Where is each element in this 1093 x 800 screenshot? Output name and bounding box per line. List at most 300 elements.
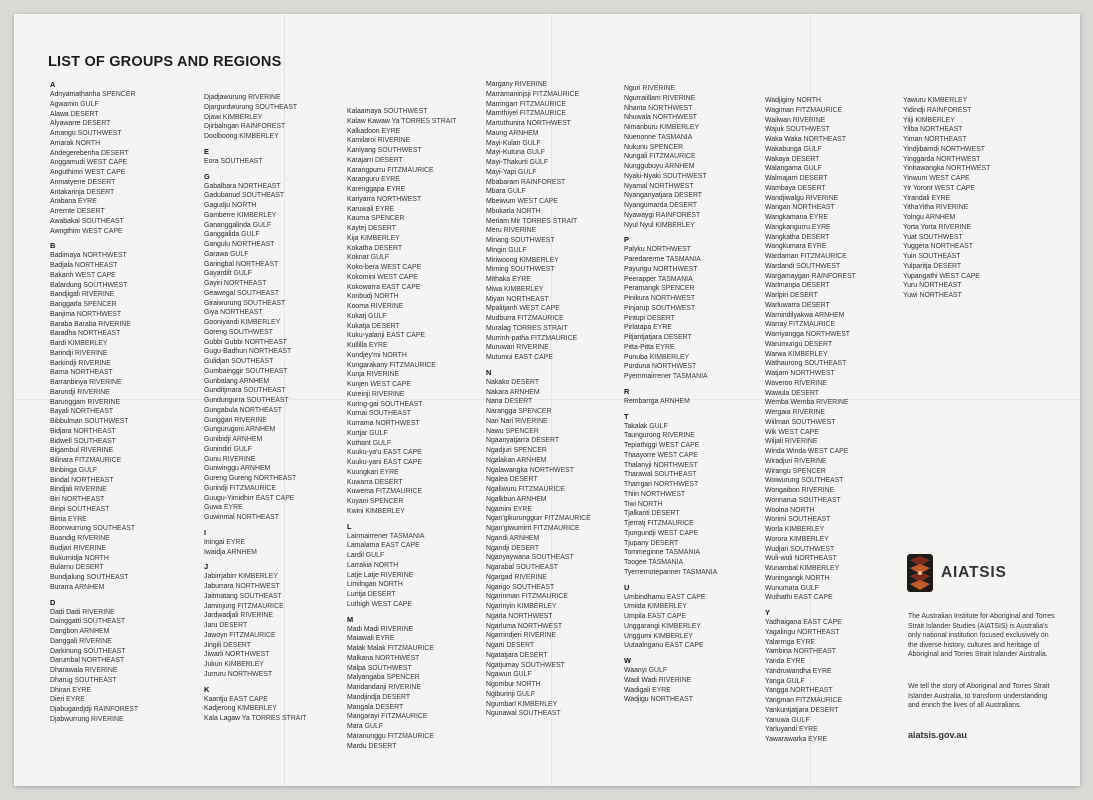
group-entry xyxy=(50,251,138,261)
group-region: NORTHEAST xyxy=(74,262,118,269)
group-entry xyxy=(347,625,456,635)
group-name: Wardandi xyxy=(765,262,795,270)
group-name: Yirandali xyxy=(903,194,930,202)
group-name: Luritja xyxy=(347,591,366,598)
group-name: Lairmairrener xyxy=(347,532,388,540)
group-region: NORTHEAST xyxy=(650,696,693,704)
group-name: Miyan xyxy=(486,295,505,303)
group-region: SOUTHEAST xyxy=(515,564,559,571)
group-entry xyxy=(486,139,591,149)
group-region: FITZMAURICE xyxy=(517,315,564,322)
group-entry xyxy=(347,478,456,488)
group-entry xyxy=(624,397,717,407)
group-name: Ngamini xyxy=(486,505,512,513)
group-entry xyxy=(624,162,717,172)
group-region: GULF xyxy=(370,254,390,262)
group-region: NORTHWEST xyxy=(76,310,122,318)
group-region: RIVERINE xyxy=(792,409,826,416)
group-region: FITZMAURICE xyxy=(389,361,436,369)
group-entry xyxy=(765,574,856,584)
group-name: Tiwi xyxy=(624,500,636,508)
group-entry xyxy=(486,690,591,700)
group-region: EYRE xyxy=(68,515,87,523)
group-entry xyxy=(50,188,138,198)
group-name: Mayi-Thakurti xyxy=(486,159,528,166)
group-region: NORTHWEST xyxy=(940,145,985,153)
group-name: Kalaw Kawaw Ya xyxy=(347,117,400,125)
group-entry xyxy=(765,194,856,204)
group-region: GULF xyxy=(529,159,549,166)
group-name: Wudjari xyxy=(765,545,789,553)
group-entry xyxy=(765,174,856,184)
group-region: ARNHEM xyxy=(516,495,547,503)
group-entry xyxy=(347,497,456,507)
group-name: Ngandji xyxy=(486,544,510,552)
group-region: WEST CAPE xyxy=(517,198,558,205)
group-region: EYRE xyxy=(368,342,388,349)
group-name: Yuat xyxy=(903,233,917,241)
group-entry xyxy=(765,164,856,174)
section-letter: N xyxy=(486,367,492,377)
group-entry xyxy=(486,275,591,285)
group-entry xyxy=(50,227,138,237)
group-name: Nhuwala xyxy=(624,114,651,122)
group-region: SOUTHEAST xyxy=(788,516,831,524)
group-region: TORRES STRAIT xyxy=(401,117,457,125)
group-region: GULF xyxy=(648,667,668,674)
group-entry xyxy=(486,573,591,583)
group-name: Walmajarri xyxy=(765,175,798,182)
group-entry xyxy=(50,398,138,408)
group-region: ARNHEM xyxy=(79,628,110,635)
group-region: NORTHWEST xyxy=(375,420,420,427)
group-name: Djabwurrung xyxy=(50,715,90,723)
group-name: Mbukarla xyxy=(486,207,515,215)
group-entry xyxy=(204,494,307,504)
group-name: Taungurong xyxy=(624,432,661,440)
group-region: NORTHWEST xyxy=(790,370,835,377)
group-region: RIVERINE xyxy=(73,544,106,552)
group-name: Burarra xyxy=(50,583,73,591)
group-entry xyxy=(204,122,307,132)
group-region: RIVERINE xyxy=(388,684,421,691)
group-region: NORTHEAST xyxy=(248,348,292,356)
group-region: NORTH xyxy=(516,207,541,215)
group-entry xyxy=(204,538,307,548)
group-name: Dieri xyxy=(50,696,65,704)
group-region: NORTHEAST xyxy=(220,309,263,317)
group-region: EAST CAPE xyxy=(386,332,426,340)
group-entry xyxy=(204,328,307,338)
group-region: RIVERINE xyxy=(380,625,414,633)
group-name: Bibbulman xyxy=(50,418,83,425)
group-name: Yangman xyxy=(765,697,794,704)
group-name: Arabana xyxy=(50,198,77,206)
group-entry xyxy=(50,329,138,339)
group-name: Miriwoong xyxy=(486,256,518,264)
group-region: NORTHWEST xyxy=(649,182,694,190)
group-region: RIVERINE xyxy=(370,303,404,310)
group-name: Djargurdwurung xyxy=(204,103,254,111)
group-entry xyxy=(347,580,456,590)
group-name: Awngthim xyxy=(50,227,81,235)
group-name: Worimi xyxy=(765,516,787,524)
group-name: Kurrama xyxy=(347,420,374,427)
group-name: Gunditjmara xyxy=(204,387,242,395)
group-entry xyxy=(347,551,456,561)
group-name: Gugu-Badhun xyxy=(204,348,247,356)
group-name: Kooma xyxy=(347,303,369,310)
group-region: RIVERINE xyxy=(503,227,537,235)
group-entry xyxy=(50,437,138,447)
group-region: RIVERINE xyxy=(805,194,839,202)
group-region: KIMBERLEY xyxy=(659,124,700,131)
group-entry xyxy=(903,242,990,252)
group-entry xyxy=(624,172,717,182)
group-entry xyxy=(50,466,138,476)
group-entry xyxy=(765,657,856,667)
group-entry xyxy=(204,182,307,192)
group-name: Woiwurung xyxy=(765,477,800,485)
group-entry xyxy=(486,324,591,334)
group-name: Gagudju xyxy=(204,202,231,209)
group-region: FITZMAURICE xyxy=(518,486,565,493)
group-entry xyxy=(903,106,990,116)
group-region: NORTHEAST xyxy=(919,292,962,299)
group-entry xyxy=(347,351,456,361)
group-name: Mardu xyxy=(347,742,367,750)
group-entry xyxy=(347,263,456,273)
group-entry xyxy=(204,631,307,641)
group-entry xyxy=(50,217,138,227)
group-name: Kaurna xyxy=(347,215,370,223)
group-region: KIMBERLEY xyxy=(240,319,281,326)
group-name: Paredarerme xyxy=(624,256,665,263)
group-entry xyxy=(50,656,138,666)
group-name: Kalkadoon xyxy=(347,127,380,135)
group-region: SOUTHEAST xyxy=(243,387,286,395)
group-name: Nyawaygi xyxy=(624,211,654,219)
group-name: Kuungkari xyxy=(347,468,379,476)
group-entry xyxy=(765,233,856,243)
group-name: Nakara xyxy=(486,388,509,396)
group-name: Yiiji xyxy=(903,116,914,124)
group-entry xyxy=(765,428,856,438)
group-name: Banjima xyxy=(50,310,75,318)
group-name: Yuru xyxy=(903,282,918,290)
group-entry xyxy=(903,135,990,145)
group-region: SPENCER xyxy=(661,285,695,293)
group-entry xyxy=(486,446,591,456)
group-region: KIMBERLEY xyxy=(927,97,968,104)
group-region: NORTHWEST xyxy=(508,612,553,620)
group-region: NORTHEAST xyxy=(70,408,114,416)
group-region: RAINFOREST xyxy=(240,123,286,131)
group-region: TASMANIA xyxy=(665,549,700,557)
group-entry xyxy=(765,535,856,545)
group-entry xyxy=(486,80,591,90)
group-entry xyxy=(204,704,307,714)
group-region: FITZMAURICE xyxy=(387,732,434,740)
group-name: Ngaliwuru xyxy=(486,486,517,493)
group-entry xyxy=(624,191,717,201)
group-name: Gamberre xyxy=(204,211,236,219)
group-entry xyxy=(624,602,717,612)
group-name: Kaniyang xyxy=(347,147,376,154)
group-entry xyxy=(624,294,717,304)
group-name: Yinhawangka xyxy=(903,165,945,173)
group-name: Mangala xyxy=(347,703,374,711)
group-region: EYRE xyxy=(379,468,399,476)
group-region: TASMANIA xyxy=(666,256,701,263)
group-name: Gayardilt xyxy=(204,270,232,278)
section-letter: P xyxy=(624,235,629,245)
group-entry xyxy=(347,107,456,117)
group-entry xyxy=(486,226,591,236)
group-region: SOUTHWEST xyxy=(651,304,696,312)
group-name: Malkana xyxy=(347,654,374,662)
group-entry xyxy=(486,680,591,690)
group-region: GULF xyxy=(80,100,99,108)
group-region: EYRE xyxy=(381,176,400,184)
group-name: Marramaninjsji xyxy=(486,90,531,98)
group-entry xyxy=(486,90,591,100)
group-entry xyxy=(765,350,856,360)
group-region: DESERT xyxy=(87,178,116,186)
group-name: Kuuku-yani xyxy=(347,459,382,466)
group-name: Barkindji xyxy=(50,359,77,367)
group-entry xyxy=(347,166,456,176)
group-region: GULF xyxy=(364,723,384,730)
group-name: Mbara xyxy=(486,188,506,196)
group-entry xyxy=(50,378,138,388)
group-name: Mudburra xyxy=(486,315,516,322)
group-name: Badjala xyxy=(50,262,73,269)
group-name: Yidindji xyxy=(903,106,925,114)
group-entry xyxy=(903,281,990,291)
group-region: DESERT xyxy=(367,591,396,598)
group-name: Mingin xyxy=(486,246,507,254)
group-name: Mpalitjanh xyxy=(486,305,518,313)
group-region: SOUTHEAST xyxy=(67,505,110,513)
group-entry xyxy=(624,500,717,510)
group-entry xyxy=(765,262,856,272)
group-name: Nungali xyxy=(624,153,648,161)
group-entry xyxy=(624,152,717,162)
group-region: TASMANIA xyxy=(648,559,684,566)
group-entry xyxy=(50,495,138,505)
group-region: RIVERINE xyxy=(658,676,692,684)
group-name: Barunggam xyxy=(50,398,86,406)
group-name: Kalaamaya xyxy=(347,108,382,115)
group-entry xyxy=(765,447,856,457)
group-name: Yambina xyxy=(765,648,792,656)
group-region: NORTH xyxy=(796,97,821,104)
group-name: Mayi-Kutuna xyxy=(486,149,525,157)
group-entry xyxy=(347,571,456,581)
group-region: SOUTHEAST xyxy=(241,192,285,200)
group-name: Yawuru xyxy=(903,97,926,104)
group-region: RIVERINE xyxy=(935,204,969,212)
group-entry xyxy=(486,592,591,602)
section-letter: G xyxy=(204,171,210,181)
group-name: Nimanburu xyxy=(624,124,658,131)
group-entry xyxy=(204,592,307,602)
group-region: FITZMAURICE xyxy=(381,713,428,721)
group-entry xyxy=(50,388,138,398)
group-name: Gundungurra xyxy=(204,397,245,404)
group-entry xyxy=(765,184,856,194)
group-region: GULF xyxy=(513,671,532,679)
group-entry xyxy=(347,136,456,146)
group-entry xyxy=(486,397,591,407)
group-region: GULF xyxy=(241,231,260,239)
group-name: Umbindhamu xyxy=(624,593,665,601)
group-name: Thiin xyxy=(624,490,639,498)
group-region: NORTHEAST xyxy=(239,406,283,414)
group-name: Mayi-Yapi xyxy=(486,168,517,176)
group-name: Gungabula xyxy=(204,406,238,414)
group-name: Wajuk xyxy=(765,126,784,134)
group-name: Jaminjung xyxy=(204,602,236,610)
group-entry xyxy=(347,590,456,600)
group-entry xyxy=(765,106,856,116)
group-entry xyxy=(624,686,717,696)
group-entry xyxy=(204,582,307,592)
group-region: SOUTHEAST xyxy=(798,496,841,504)
group-name: Antakarinja xyxy=(50,188,85,196)
group-region: SOUTHWEST xyxy=(790,545,835,553)
group-region: ARNHEM xyxy=(509,534,540,542)
group-entry xyxy=(204,240,307,250)
group-name: Walangama xyxy=(765,165,802,173)
group-name: Gunggari xyxy=(204,416,233,424)
group-entry xyxy=(486,217,591,227)
group-region: NORTHWEST xyxy=(82,252,127,260)
group-name: Kaantju xyxy=(204,695,228,703)
group-name: Kwini xyxy=(347,507,364,515)
group-region: ARNHEM xyxy=(660,397,690,405)
group-entry xyxy=(624,695,717,705)
group-entry xyxy=(347,673,456,683)
group-region: NORTH xyxy=(373,561,399,569)
group-region: KIMBERLEY xyxy=(655,221,695,229)
group-name: Badimaya xyxy=(50,252,81,260)
group-name: Kaytej xyxy=(347,225,367,232)
group-region: EAST CAPE xyxy=(794,594,833,602)
group-name: Jiwarli xyxy=(204,651,224,659)
group-name: Wagiman xyxy=(765,106,794,114)
group-entry xyxy=(765,125,856,135)
group-region: DESERT xyxy=(76,208,105,215)
group-name: Ngalea xyxy=(486,476,508,484)
website-link[interactable]: aiatsis.gov.au xyxy=(908,730,967,740)
group-region: KIMBERLEY xyxy=(915,116,955,124)
group-region: FITZMAURICE xyxy=(800,253,847,260)
group-entry xyxy=(204,308,307,318)
group-region: NORTH xyxy=(374,293,399,301)
group-name: Dharug xyxy=(50,676,73,684)
group-name: Kariyarra xyxy=(347,195,375,203)
group-name: Kokowarra xyxy=(347,283,380,291)
group-entry xyxy=(486,651,591,661)
section-letter: D xyxy=(50,597,56,607)
group-region: KIMBERLEY xyxy=(519,256,559,264)
group-region: ARNHEM xyxy=(925,214,956,221)
group-region: RAINFOREST xyxy=(655,211,701,219)
group-entry xyxy=(903,223,990,233)
group-entry xyxy=(204,670,307,680)
group-region: NORTHEAST xyxy=(924,136,967,143)
group-entry xyxy=(624,641,717,651)
group-name: Karuwali xyxy=(347,205,374,213)
group-entry xyxy=(624,422,717,432)
group-entry xyxy=(765,618,856,628)
group-entry xyxy=(50,563,138,573)
group-entry xyxy=(486,563,591,573)
group-region: RIVERINE xyxy=(78,359,111,367)
group-entry xyxy=(486,612,591,622)
group-entry xyxy=(624,490,717,500)
group-entry xyxy=(624,461,717,471)
group-region: NORTHEAST xyxy=(81,657,125,665)
group-region: RIVERINE xyxy=(79,637,112,645)
group-entry xyxy=(903,233,990,243)
group-name: Wemba Wemba xyxy=(765,399,815,407)
group-name: Darkinung xyxy=(50,647,82,655)
group-name: Mayi-Kulan xyxy=(486,139,521,147)
group-name: Waanyi xyxy=(624,667,647,674)
group-name: Wadjigu xyxy=(624,696,649,704)
group-entry xyxy=(624,676,717,686)
group-name: Tjungundji xyxy=(624,529,656,537)
group-entry xyxy=(624,284,717,294)
group-name: Gurindji xyxy=(204,484,228,492)
group-name: Barindji xyxy=(50,349,73,357)
group-name: Nyul Nyul xyxy=(624,221,654,229)
group-region: ARNHEM xyxy=(240,465,271,473)
group-name: Malpa xyxy=(347,664,366,672)
group-entry xyxy=(486,178,591,188)
group-region: NORTHEAST xyxy=(236,514,279,521)
group-region: SOUTHWEST xyxy=(510,237,555,244)
group-entry xyxy=(204,201,307,211)
group-region: EYRE xyxy=(798,726,818,734)
group-region: RIVERINE xyxy=(74,486,107,494)
group-region: RIVERINE xyxy=(662,432,695,440)
group-entry xyxy=(903,194,990,204)
group-entry xyxy=(486,485,591,495)
group-name: Malyangaba xyxy=(347,674,385,682)
group-name: Yanda xyxy=(765,658,785,665)
group-region: EYRE xyxy=(226,538,245,546)
group-region: ARNHEM xyxy=(509,388,540,396)
group-region: KIMBERLEY xyxy=(649,353,690,361)
group-entry xyxy=(347,156,456,166)
group-entry xyxy=(624,201,717,211)
group-region: EYRE xyxy=(375,205,395,213)
group-name: Ngalakan xyxy=(486,456,516,464)
group-entry xyxy=(624,255,717,265)
group-entry xyxy=(486,553,591,563)
group-region: NORTHEAST xyxy=(794,555,837,563)
group-region: SOUTHEAST xyxy=(918,253,961,260)
group-name: Yolngu xyxy=(903,214,924,221)
group-name: Wardaman xyxy=(765,253,799,260)
group-region: WEST CAPE xyxy=(86,159,128,167)
group-entry xyxy=(624,593,717,603)
group-region: DESERT xyxy=(799,175,828,182)
